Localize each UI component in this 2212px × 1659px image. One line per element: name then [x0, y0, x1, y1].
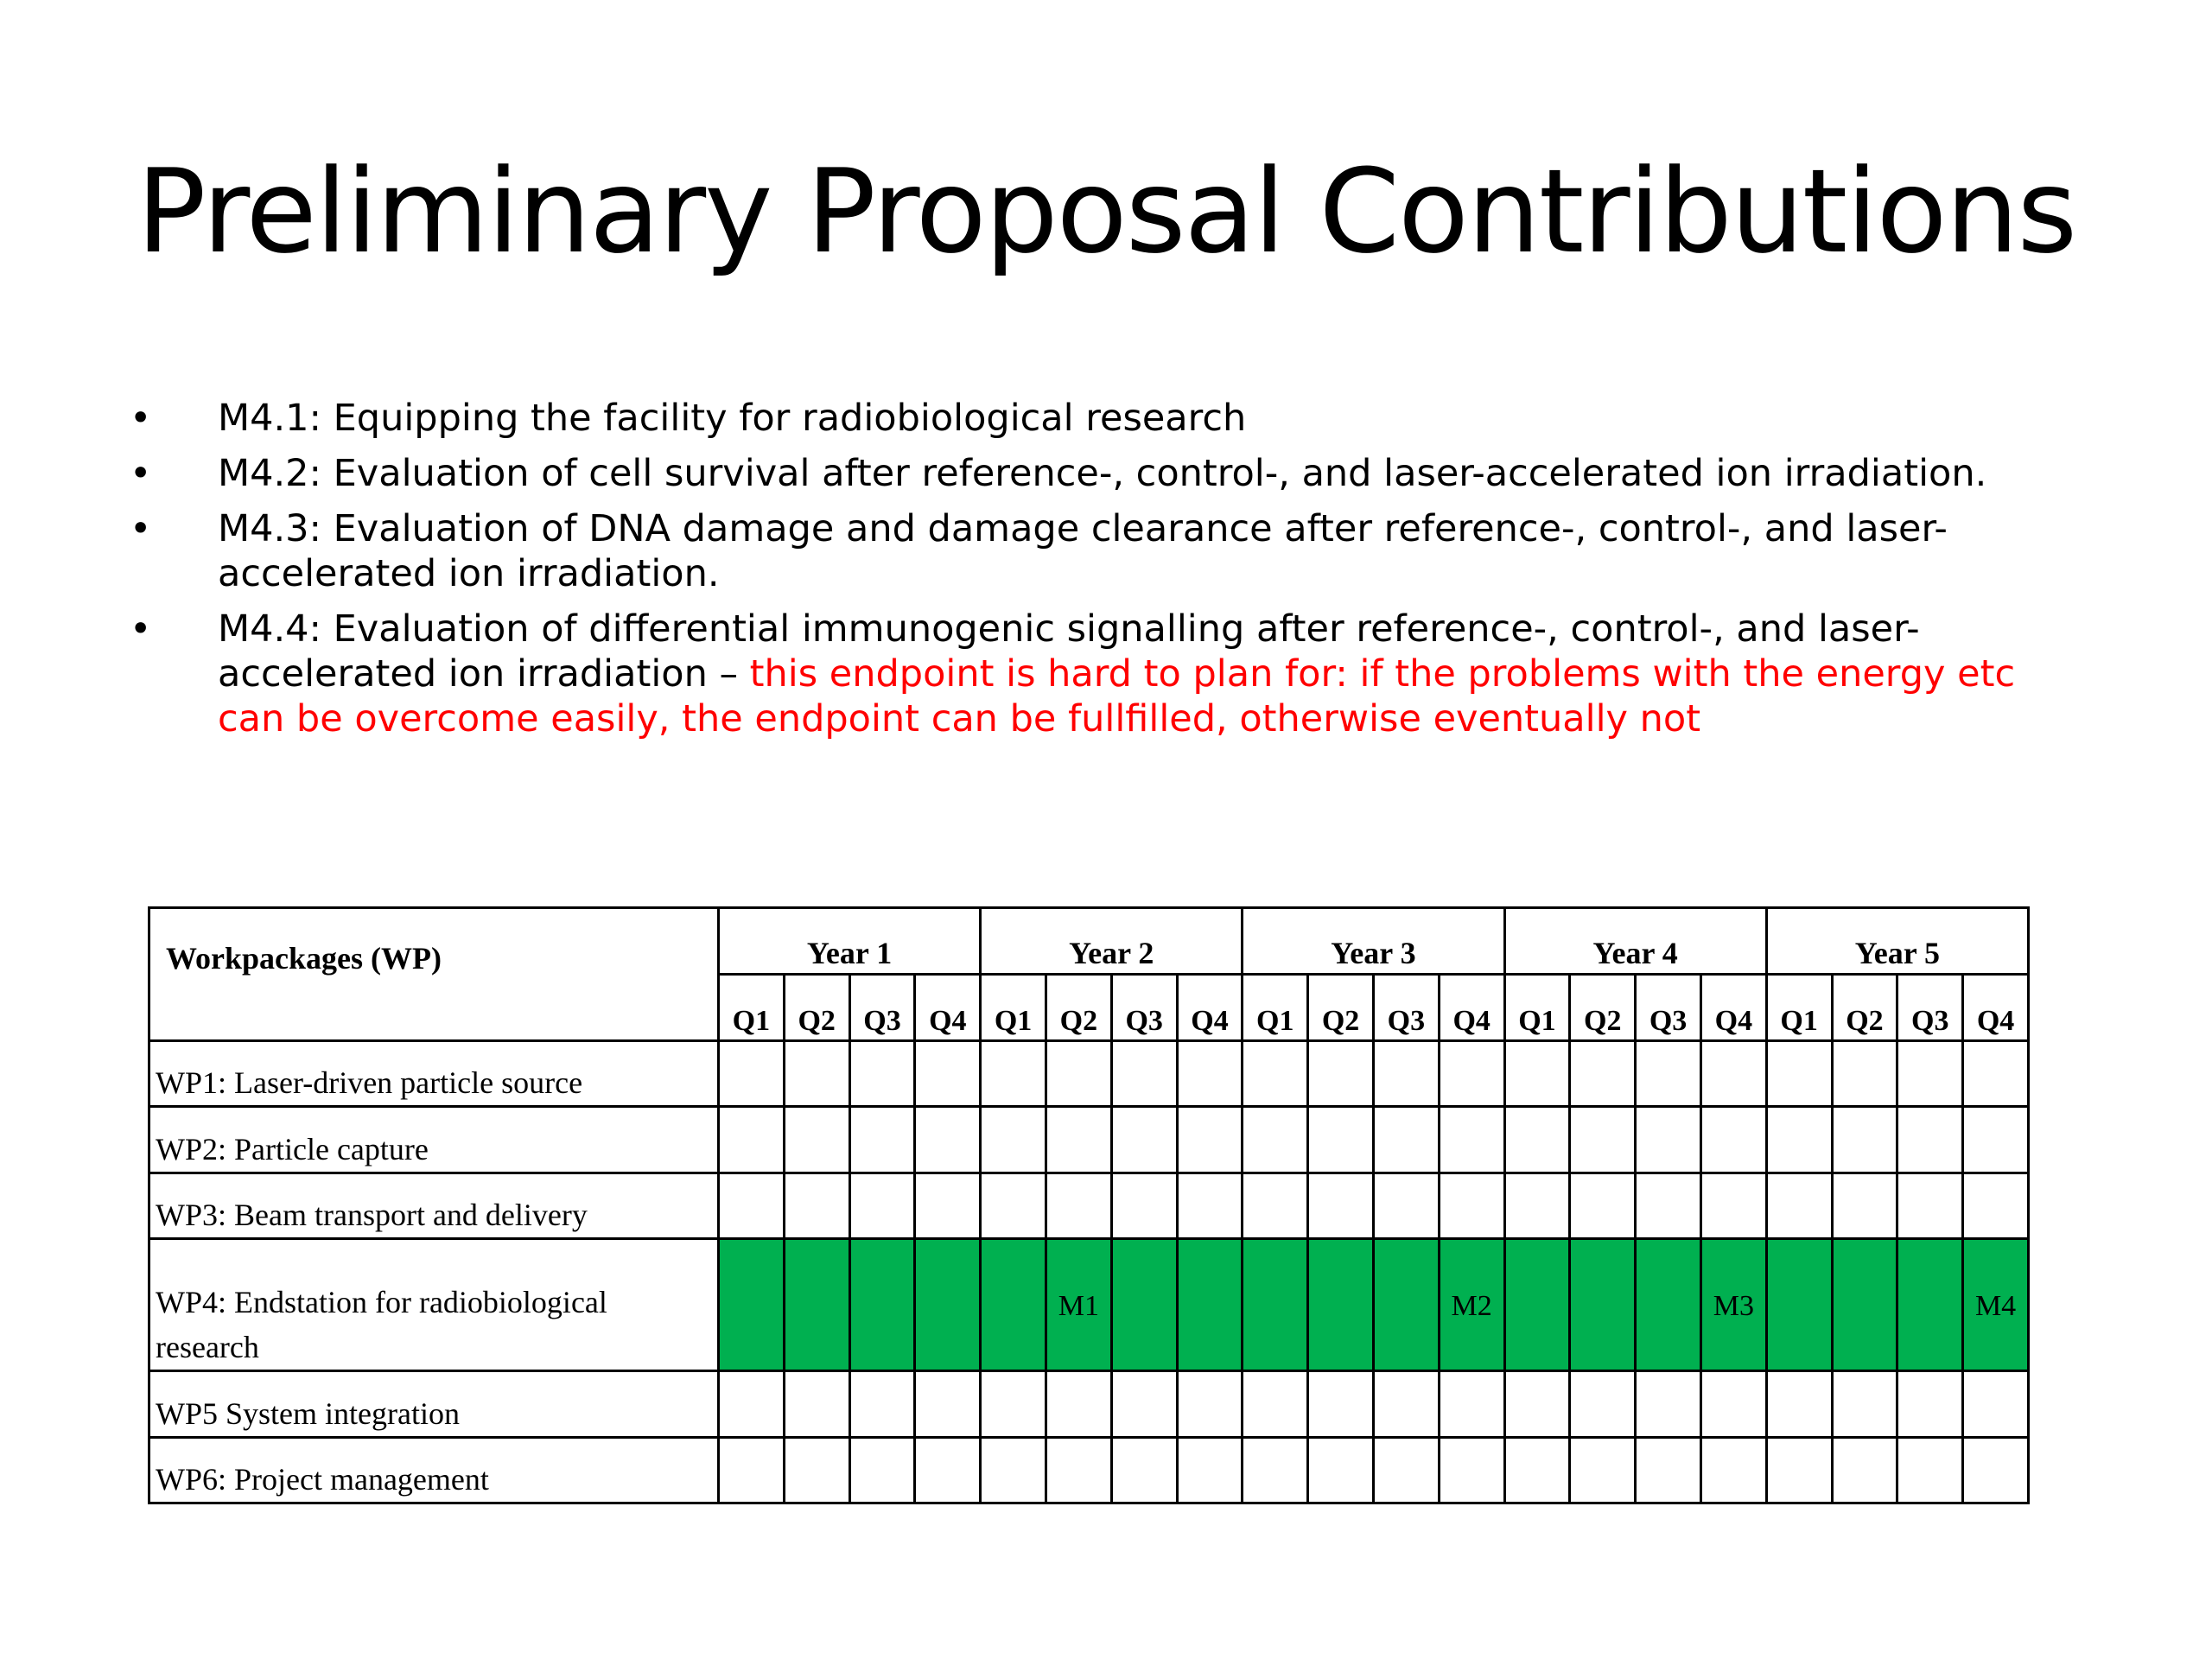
milestone-marker: M4	[1974, 1290, 2017, 1323]
gantt-body	[149, 1041, 2029, 1503]
quarter-cell	[1111, 1173, 1177, 1238]
quarter-cell	[849, 1371, 915, 1437]
quarter-header: Q1	[1766, 975, 1832, 1041]
bullet-marker: •	[130, 397, 152, 440]
table-row	[149, 1173, 2029, 1238]
quarter-cell	[1963, 1041, 2029, 1107]
quarter-cell	[1832, 1238, 1897, 1371]
quarter-cell	[1046, 1041, 1111, 1107]
quarter-cell	[1700, 1371, 1766, 1437]
quarter-header: Q3	[1111, 975, 1177, 1041]
quarter-cell	[1766, 1371, 1832, 1437]
quarter-cell	[1439, 1371, 1504, 1437]
quarter-cell	[915, 1437, 981, 1503]
quarter-cell	[1439, 1238, 1504, 1371]
quarter-header: Q3	[849, 975, 915, 1041]
quarter-header: Q1	[719, 975, 785, 1041]
quarter-cell	[981, 1371, 1046, 1437]
quarter-cell	[1243, 1041, 1308, 1107]
bullet-text: M4.1: Equipping the facility for radiobiological research	[218, 397, 1247, 440]
quarter-cell	[784, 1371, 849, 1437]
quarter-cell	[849, 1437, 915, 1503]
quarter-cell	[1439, 1107, 1504, 1173]
quarter-cell	[1373, 1107, 1439, 1173]
quarter-cell	[1897, 1437, 1963, 1503]
quarter-cell	[1177, 1371, 1243, 1437]
quarter-cell	[915, 1371, 981, 1437]
bullet-marker: •	[130, 507, 152, 550]
quarter-cell	[1504, 1238, 1570, 1371]
quarter-header: Q3	[1636, 975, 1701, 1041]
quarter-cell	[1243, 1107, 1308, 1173]
year-header: Year 5	[1766, 908, 2028, 975]
quarter-cell	[1439, 1437, 1504, 1503]
quarter-cell	[1504, 1173, 1570, 1238]
quarter-cell	[1111, 1238, 1177, 1371]
workpackage-label: WP6: Project management	[149, 1437, 719, 1503]
quarter-cell	[1700, 1041, 1766, 1107]
quarter-header: Q4	[1700, 975, 1766, 1041]
quarter-header: Q1	[1243, 975, 1308, 1041]
quarter-cell	[1504, 1107, 1570, 1173]
quarter-header: Q2	[784, 975, 849, 1041]
quarter-cell	[1897, 1173, 1963, 1238]
quarter-cell	[719, 1041, 785, 1107]
quarter-header: Q1	[981, 975, 1046, 1041]
quarter-cell	[1766, 1107, 1832, 1173]
quarter-cell	[1504, 1437, 1570, 1503]
table-row	[149, 1041, 2029, 1107]
quarter-cell	[981, 1173, 1046, 1238]
quarter-cell	[1308, 1238, 1374, 1371]
quarter-cell	[1700, 1107, 1766, 1173]
quarter-cell	[1766, 1437, 1832, 1503]
quarter-cell	[1700, 1437, 1766, 1503]
quarter-header: Q4	[1177, 975, 1243, 1041]
quarter-cell	[1046, 1437, 1111, 1503]
quarter-cell	[1177, 1238, 1243, 1371]
quarter-cell	[1570, 1041, 1636, 1107]
quarter-cell	[1373, 1371, 1439, 1437]
quarter-cell	[784, 1437, 849, 1503]
quarter-header: Q4	[1963, 975, 2029, 1041]
quarter-cell	[1111, 1041, 1177, 1107]
quarter-header: Q2	[1832, 975, 1897, 1041]
quarter-cell	[915, 1107, 981, 1173]
quarter-cell	[1963, 1238, 2029, 1371]
quarter-cell	[1570, 1238, 1636, 1371]
bullet-text: M4.2: Evaluation of cell survival after reference-, control-, and laser-accelerated ion irradiation.	[218, 452, 1987, 495]
year-header: Year 1	[719, 908, 981, 975]
quarter-header: Q2	[1046, 975, 1111, 1041]
milestone-list	[130, 396, 2082, 752]
quarter-cell	[1832, 1173, 1897, 1238]
quarter-cell	[981, 1437, 1046, 1503]
quarter-cell	[1243, 1173, 1308, 1238]
quarter-cell	[1700, 1238, 1766, 1371]
quarter-header: Q4	[1439, 975, 1504, 1041]
milestone-marker: M2	[1451, 1290, 1492, 1323]
workpackages-header: Workpackages (WP)	[149, 908, 719, 1041]
list-item	[130, 506, 2082, 596]
quarter-header: Q2	[1570, 975, 1636, 1041]
quarter-cell	[1963, 1437, 2029, 1503]
year-header: Year 4	[1504, 908, 1766, 975]
bullet-text: M4.4: Evaluation of differential immunogenic signalling after reference-, control-, and laser-accelerated ion irradiation –	[218, 607, 1920, 696]
quarter-cell	[849, 1041, 915, 1107]
bullet-note: this endpoint is hard to plan for: if the problems with the energy etc can be overcome easily, the endpoint can be fullfilled, otherwise eventually not	[218, 652, 2016, 741]
quarter-cell	[1177, 1173, 1243, 1238]
workpackage-label: WP3: Beam transport and delivery	[149, 1173, 719, 1238]
table-row	[149, 1238, 2029, 1371]
quarter-cell	[784, 1107, 849, 1173]
quarter-cell	[1308, 1371, 1374, 1437]
quarter-cell	[1308, 1107, 1374, 1173]
quarter-cell	[1177, 1107, 1243, 1173]
quarter-cell	[1504, 1371, 1570, 1437]
quarter-cell	[1308, 1041, 1374, 1107]
quarter-cell	[1700, 1173, 1766, 1238]
quarter-header: Q3	[1373, 975, 1439, 1041]
milestone-marker: M3	[1713, 1290, 1754, 1323]
workpackage-label: WP1: Laser-driven particle source	[149, 1041, 719, 1107]
quarter-cell	[1373, 1173, 1439, 1238]
quarter-cell	[1373, 1437, 1439, 1503]
quarter-cell	[981, 1238, 1046, 1371]
quarter-cell	[915, 1041, 981, 1107]
quarter-cell	[1897, 1371, 1963, 1437]
workpackage-label: WP4: Endstation for radiobiological research	[149, 1238, 719, 1371]
quarter-cell	[1636, 1371, 1701, 1437]
quarter-cell	[1570, 1107, 1636, 1173]
quarter-cell	[784, 1041, 849, 1107]
quarter-cell	[849, 1107, 915, 1173]
quarter-cell	[1832, 1437, 1897, 1503]
quarter-cell	[1046, 1371, 1111, 1437]
quarter-header: Q1	[1504, 975, 1570, 1041]
quarter-cell	[1243, 1371, 1308, 1437]
bullet-marker: •	[130, 452, 152, 495]
quarter-cell	[1308, 1173, 1374, 1238]
quarter-cell	[1570, 1437, 1636, 1503]
quarter-cell	[1243, 1238, 1308, 1371]
quarter-cell	[1111, 1437, 1177, 1503]
quarter-cell	[849, 1173, 915, 1238]
list-item	[130, 451, 2082, 496]
quarter-cell	[1963, 1173, 2029, 1238]
quarter-cell	[981, 1107, 1046, 1173]
bullet-text: M4.3: Evaluation of DNA damage and damage clearance after reference-, control-, and laser-accelerated ion irradiation.	[218, 507, 1948, 595]
quarter-cell	[719, 1238, 785, 1371]
quarter-cell	[1963, 1107, 2029, 1173]
quarter-cell	[1897, 1041, 1963, 1107]
year-header: Year 3	[1243, 908, 1504, 975]
quarter-cell	[1243, 1437, 1308, 1503]
quarter-cell	[1111, 1371, 1177, 1437]
quarter-cell	[915, 1238, 981, 1371]
quarter-cell	[1963, 1371, 2029, 1437]
quarter-header: Q4	[915, 975, 981, 1041]
quarter-cell	[1439, 1173, 1504, 1238]
quarter-cell	[1177, 1437, 1243, 1503]
quarter-cell	[1766, 1173, 1832, 1238]
quarter-cell	[849, 1238, 915, 1371]
quarter-cell	[1636, 1238, 1701, 1371]
quarter-cell	[1439, 1041, 1504, 1107]
workpackage-label: WP2: Particle capture	[149, 1107, 719, 1173]
table-row	[149, 1107, 2029, 1173]
quarter-cell	[1636, 1173, 1701, 1238]
quarter-cell	[1373, 1238, 1439, 1371]
quarter-cell	[1177, 1041, 1243, 1107]
quarter-cell	[1046, 1173, 1111, 1238]
quarter-header: Q2	[1308, 975, 1374, 1041]
quarter-cell	[1308, 1437, 1374, 1503]
quarter-cell	[915, 1173, 981, 1238]
quarter-header: Q3	[1897, 975, 1963, 1041]
slide-title: Preliminary Proposal Contributions	[136, 144, 2076, 279]
quarter-cell	[719, 1437, 785, 1503]
quarter-cell	[1897, 1238, 1963, 1371]
quarter-cell	[1636, 1041, 1701, 1107]
workpackage-gantt-table	[148, 906, 2030, 1504]
quarter-cell	[1766, 1041, 1832, 1107]
quarter-cell	[719, 1107, 785, 1173]
year-header: Year 2	[981, 908, 1243, 975]
quarter-cell	[1111, 1107, 1177, 1173]
quarter-cell	[1504, 1041, 1570, 1107]
quarter-cell	[1570, 1371, 1636, 1437]
quarter-cell	[1766, 1238, 1832, 1371]
quarter-cell	[719, 1173, 785, 1238]
quarter-cell	[1832, 1371, 1897, 1437]
quarter-cell	[1636, 1437, 1701, 1503]
workpackage-label: WP5 System integration	[149, 1371, 719, 1437]
milestone-marker: M1	[1058, 1290, 1099, 1323]
quarter-cell	[1046, 1238, 1111, 1371]
quarter-cell	[719, 1371, 785, 1437]
quarter-cell	[1832, 1107, 1897, 1173]
table-row	[149, 1437, 2029, 1503]
quarter-cell	[784, 1238, 849, 1371]
quarter-cell	[1046, 1107, 1111, 1173]
quarter-cell	[1832, 1041, 1897, 1107]
quarter-cell	[1373, 1041, 1439, 1107]
bullet-marker: •	[130, 607, 152, 651]
list-item	[130, 607, 2082, 741]
quarter-cell	[1570, 1173, 1636, 1238]
quarter-cell	[784, 1173, 849, 1238]
table-row	[149, 1371, 2029, 1437]
quarter-cell	[1897, 1107, 1963, 1173]
list-item	[130, 396, 2082, 441]
quarter-cell	[981, 1041, 1046, 1107]
quarter-cell	[1636, 1107, 1701, 1173]
